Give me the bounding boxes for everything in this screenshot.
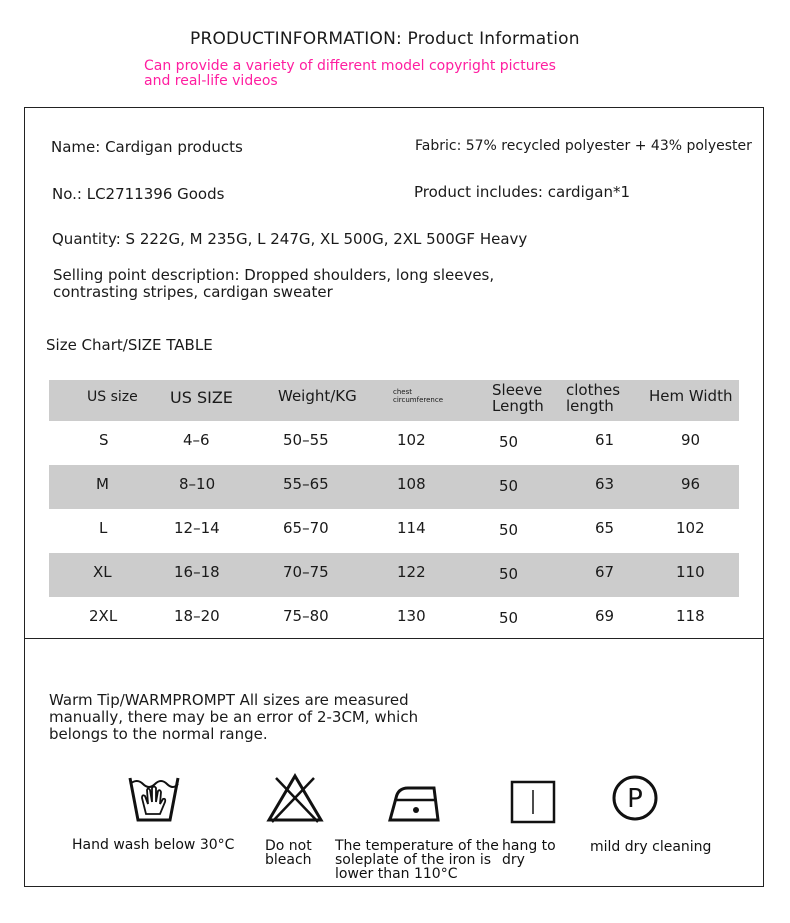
cell-sleeve: 50 <box>499 565 519 583</box>
cell-weight: 55–65 <box>283 475 329 493</box>
cell-weight: 70–75 <box>283 563 329 581</box>
cell-us-size: 16–18 <box>174 563 220 581</box>
cell-hem: 118 <box>676 607 705 625</box>
cell-length: 65 <box>595 519 615 537</box>
iron-icon <box>386 782 442 824</box>
cell-size: M <box>96 475 109 493</box>
table-row <box>49 509 739 553</box>
cell-weight: 65–70 <box>283 519 329 537</box>
header-sleeve-length: Sleeve Length <box>492 381 544 415</box>
cell-us-size: 8–10 <box>179 475 216 493</box>
cell-us-size: 12–14 <box>174 519 220 537</box>
table-row <box>49 553 739 597</box>
selling-point: Selling point description: Dropped shoulders, long sleeves, contrasting stripes, cardigan sweater <box>53 266 495 301</box>
dry-clean-icon <box>611 774 659 822</box>
cell-chest: 102 <box>397 431 426 449</box>
cell-hem: 110 <box>676 563 705 581</box>
cell-sleeve: 50 <box>499 433 519 451</box>
care-iron-label: The temperature of the soleplate of the iron is lower than 110°C <box>335 838 499 882</box>
cell-chest: 108 <box>397 475 426 493</box>
cell-hem: 90 <box>681 431 701 449</box>
cell-size: S <box>99 431 109 449</box>
size-table-title: Size Chart/SIZE TABLE <box>46 336 213 354</box>
header-us-size-range: US SIZE <box>170 388 233 407</box>
cell-length: 63 <box>595 475 615 493</box>
table-row <box>49 597 739 641</box>
cell-hem: 96 <box>681 475 701 493</box>
page-subtitle: Can provide a variety of different model copyright pictures and real-life videos <box>144 58 556 89</box>
page-title: PRODUCTINFORMATION: Product Information <box>190 29 580 49</box>
header-weight: Weight/KG <box>278 387 357 405</box>
dry-clean-symbol: P <box>627 784 643 814</box>
warm-tip: Warm Tip/WARMPROMPT All sizes are measured manually, there may be an error of 2-3CM, which belongs to the normal range. <box>49 691 419 743</box>
cell-sleeve: 50 <box>499 521 519 539</box>
cell-us-size: 18–20 <box>174 607 220 625</box>
care-hang-dry-label: hang to dry <box>502 838 556 868</box>
table-row <box>49 421 739 465</box>
header-hem-width: Hem Width <box>649 387 733 405</box>
hang-dry-icon <box>510 780 556 824</box>
cell-us-size: 4–6 <box>183 431 210 449</box>
header-clothes-length: clothes length <box>566 381 621 415</box>
cell-length: 67 <box>595 563 615 581</box>
header-chest: chest circumference <box>393 388 444 404</box>
product-fabric: Fabric: 57% recycled polyester + 43% polyester <box>415 138 752 154</box>
product-name: Name: Cardigan products <box>51 138 243 156</box>
cell-length: 61 <box>595 431 615 449</box>
size-table <box>49 380 739 641</box>
no-bleach-icon <box>266 772 324 824</box>
cell-chest: 122 <box>397 563 426 581</box>
care-dry-clean-label: mild dry cleaning <box>590 839 712 855</box>
cell-sleeve: 50 <box>499 609 519 627</box>
cell-size: 2XL <box>89 607 118 625</box>
cell-size: L <box>99 519 108 537</box>
cell-weight: 75–80 <box>283 607 329 625</box>
cell-sleeve: 50 <box>499 477 519 495</box>
care-no-bleach-label: Do not bleach <box>265 838 312 868</box>
hand-wash-icon <box>128 774 180 824</box>
product-number: No.: LC2711396 Goods <box>52 185 225 203</box>
cell-chest: 130 <box>397 607 426 625</box>
cell-chest: 114 <box>397 519 426 537</box>
cell-weight: 50–55 <box>283 431 329 449</box>
cell-size: XL <box>93 563 112 581</box>
cell-length: 69 <box>595 607 615 625</box>
cell-hem: 102 <box>676 519 705 537</box>
care-hand-wash-label: Hand wash below 30°C <box>72 837 235 853</box>
product-includes: Product includes: cardigan*1 <box>414 183 630 201</box>
table-header-row <box>49 380 739 421</box>
table-row <box>49 465 739 509</box>
header-us-size: US size <box>87 389 138 405</box>
product-quantity: Quantity: S 222G, M 235G, L 247G, XL 500G, 2XL 500GF Heavy <box>52 230 528 248</box>
